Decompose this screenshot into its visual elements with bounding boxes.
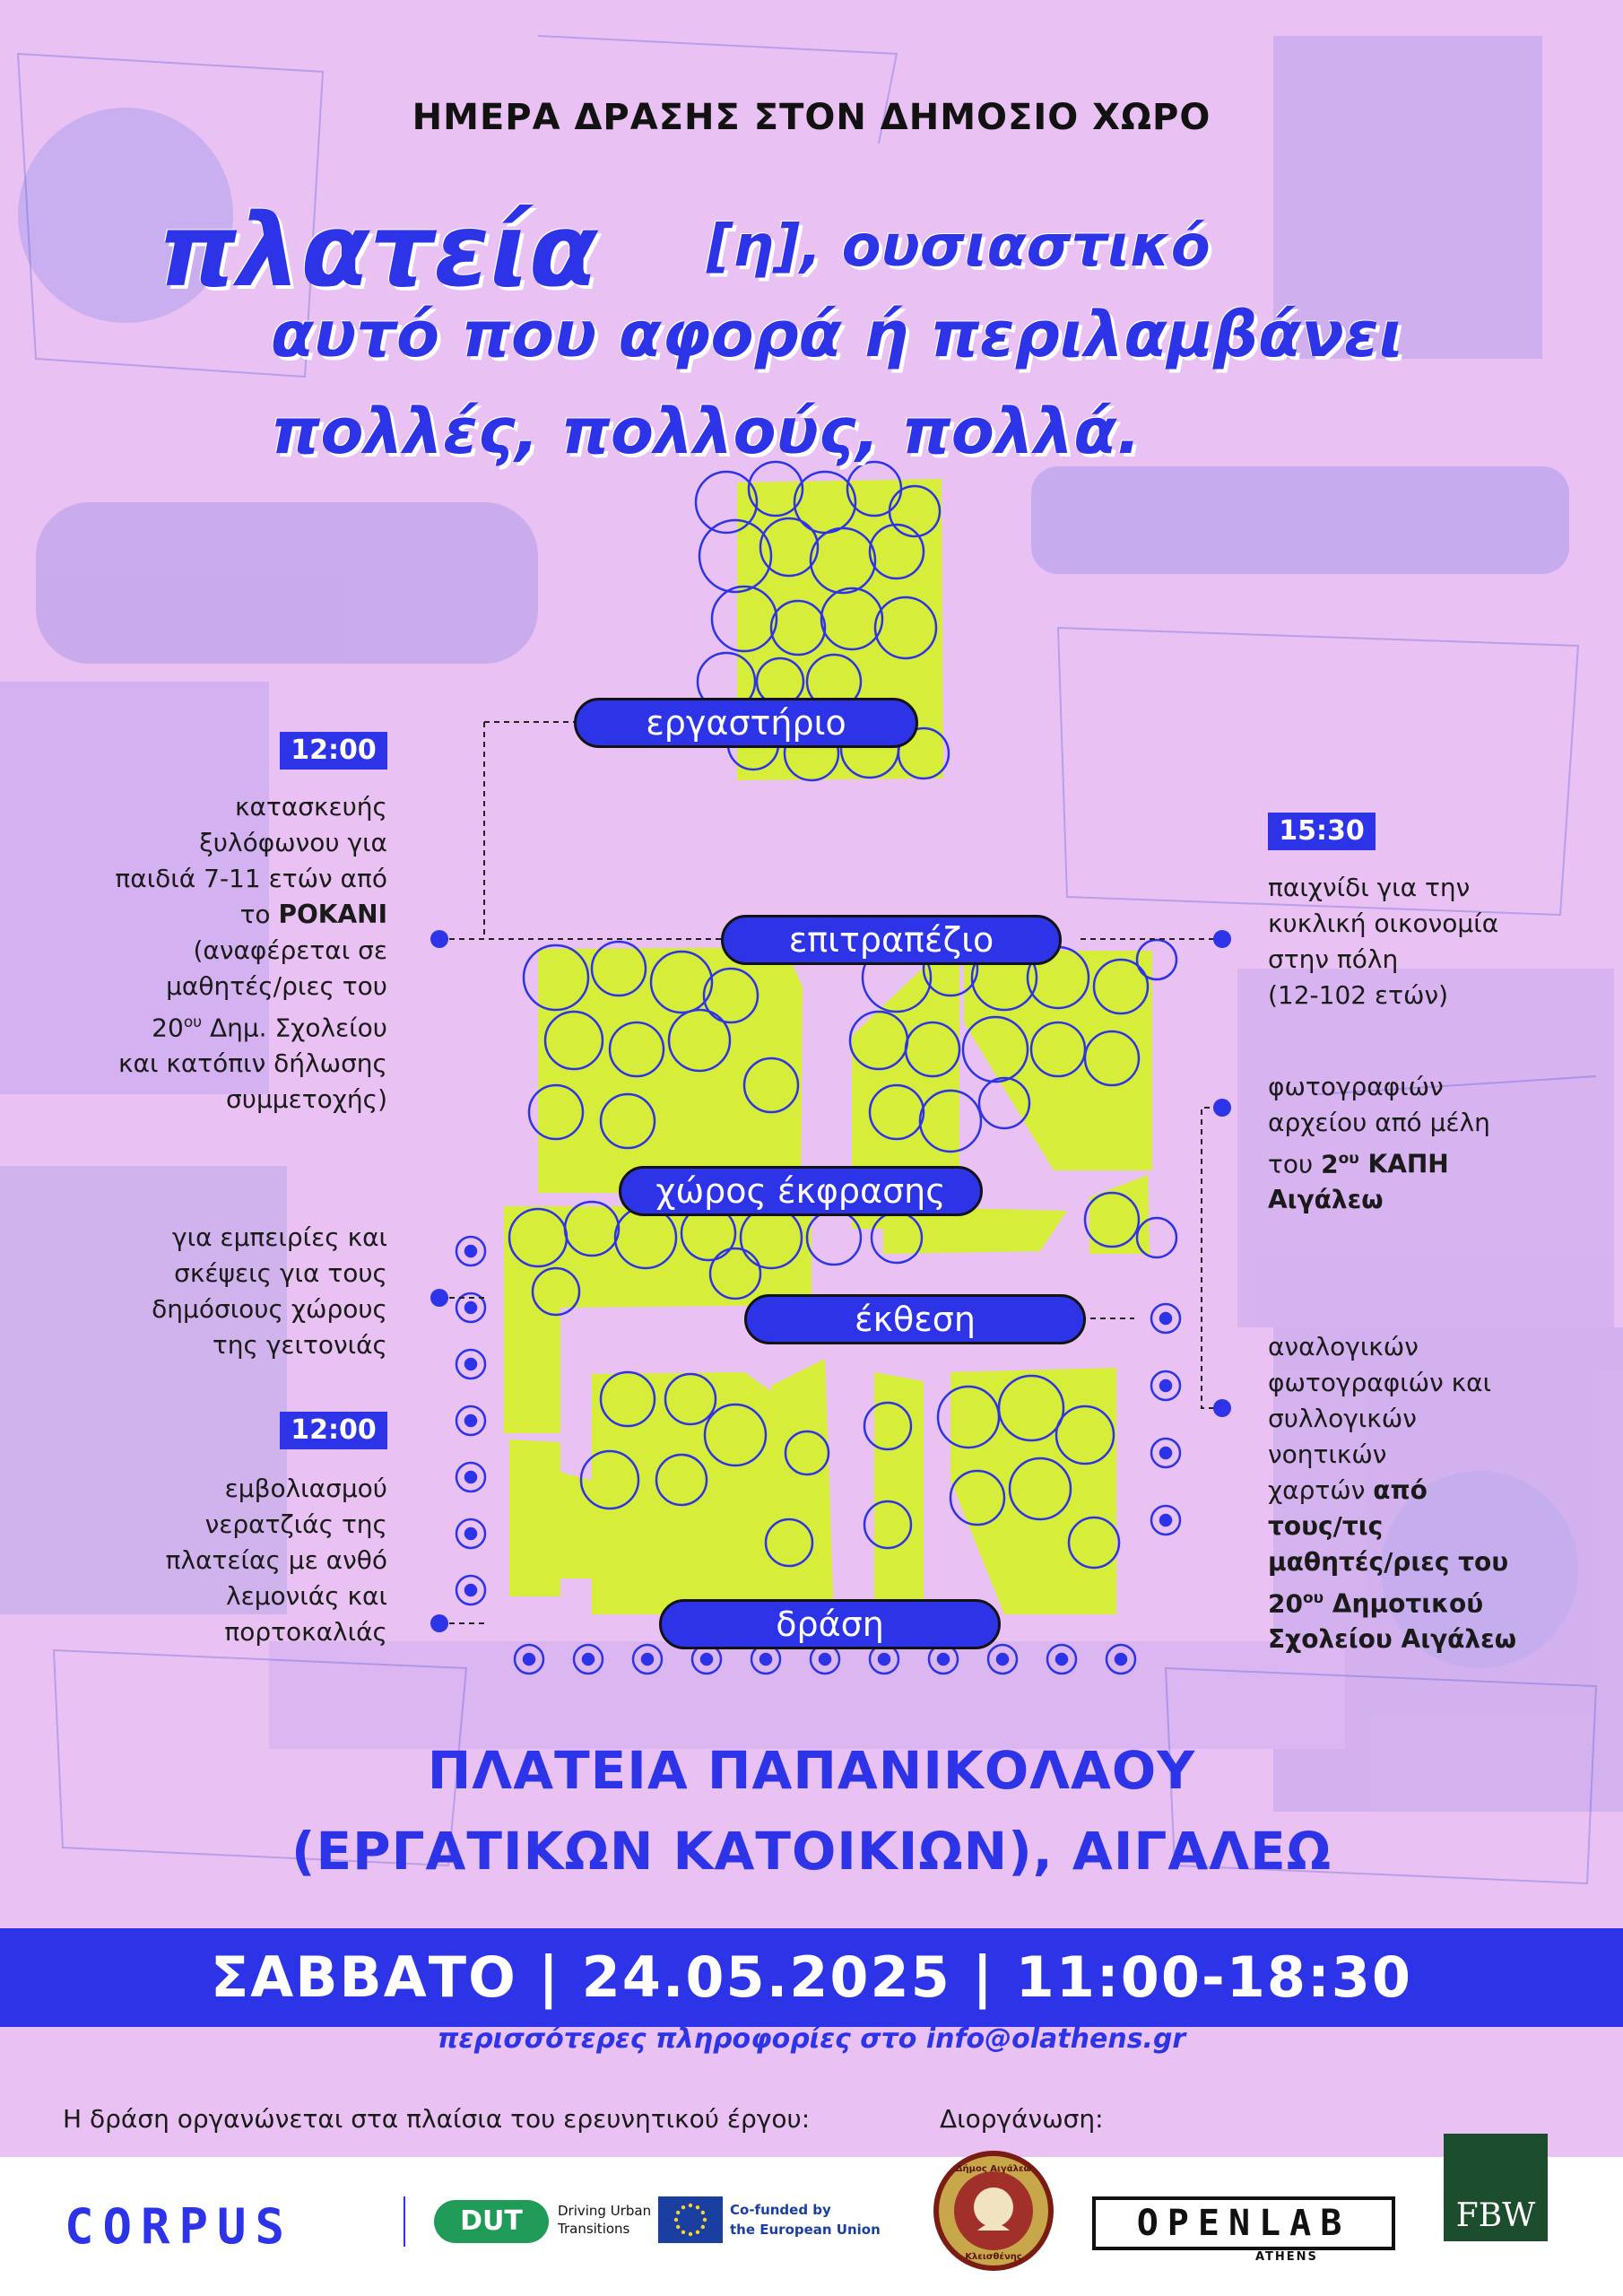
desc-sup: ου [1302,1589,1324,1607]
dut-logo: DUT [434,2200,549,2243]
dut-subtitle-line: Driving Urban [558,2203,652,2219]
logo-divider [404,2196,405,2247]
desc-line: και κατόπιν δήλωσης [118,1048,387,1079]
eu-star [689,2232,692,2236]
tree-small-core [1056,1654,1067,1665]
desc-line: δημόσιους χώρους [152,1294,387,1324]
desc-action [90,1471,387,1650]
eu-star [681,2205,685,2209]
desc-line: σκέψεις για τους [174,1258,387,1288]
tree-small-core [1160,1313,1171,1324]
desc-line: μαθητές/ριες του [1268,1547,1509,1577]
tree-small-core [938,1654,949,1665]
desc-line: αναλογικών [1268,1332,1419,1361]
desc-line: παιδιά 7-11 ετών από [115,864,387,893]
desc-line: για εμπειρίες και [172,1222,387,1252]
desc-line: της γειτονιάς [212,1330,387,1360]
desc-text: Δημοτικού [1324,1588,1484,1619]
desc-sup: ου [183,1013,203,1031]
eu-flag-icon [658,2196,723,2243]
desc-line: παιχνίδι για την [1268,873,1471,902]
desc-text: το [239,900,279,929]
tree-small-core [879,1654,890,1665]
tree-small-core [760,1654,771,1665]
desc-line: Αιγάλεω [1268,1185,1384,1215]
eu-star [689,2204,692,2207]
tree-small-core [465,1415,476,1426]
eu-star [701,2225,705,2229]
logo-strip [0,2157,1623,2296]
desc-line: αρχείου από μέλη [1268,1108,1490,1137]
tree-small-core [642,1654,653,1665]
label-workshop: εργαστήριο [574,698,918,748]
tree-small-core [1160,1515,1171,1526]
kicker-heading: ΗΜΕΡΑ ΔΡΑΣΗΣ ΣΤΟΝ ΔΗΜΟΣΙΟ ΧΩΡΟ [412,97,1211,138]
desc-text: Δημ. Σχολείου [202,1013,387,1043]
project-text: Η δράση οργανώνεται στα πλαίσια του ερευνητικού έργου: [63,2104,811,2134]
desc-line: (αναφέρεται σε [193,935,387,965]
tree-small-core [465,1528,476,1539]
tree-small-core [465,1302,476,1313]
tree-small-core [465,1359,476,1370]
desc-text: 20 [1268,1588,1303,1619]
desc-line: κυκλική οικονομία [1268,909,1499,938]
tree-small-core [465,1472,476,1483]
desc-workshop [90,789,387,1118]
desc-bold: από [1373,1475,1428,1505]
eu-text-line: Co-funded by [730,2202,831,2218]
desc-line: μαθητές/ριες του [166,971,387,1001]
title-line-3: πολλές, πολλούς, πολλά. [271,395,1141,468]
desc-maps [1268,1329,1573,1657]
eu-star [696,2231,699,2234]
corpus-logo: CORPUS [65,2198,294,2255]
desc-line: λεμονιάς και [226,1581,387,1611]
desc-line: συλλογικών [1268,1404,1417,1433]
tree-small-core [583,1654,594,1665]
desc-line: στην πόλη [1268,944,1399,974]
eu-text [730,2200,881,2239]
title-definition: [η], ουσιαστικό [707,213,1211,280]
desc-sup: ου [1338,1150,1359,1168]
desc-line: (12-102 ετών) [1268,980,1449,1010]
date-band: ΣΑΒΒΑΤΟ | 24.05.2025 | 11:00-18:30 [0,1928,1623,2027]
openlab-logo: OPENLAB [1092,2196,1395,2250]
desc-bold: ΚΑΠΗ [1358,1149,1449,1179]
desc-line: ξυλόφωνου για [199,828,387,857]
tree-small-core [1115,1654,1126,1665]
desc-text: χαρτών [1268,1475,1374,1505]
openlab-subtitle: ATHENS [1255,2250,1318,2264]
rokani-name: ΡΟΚΑΝΙ [278,900,387,929]
desc-line: πορτοκαλιάς [224,1617,387,1647]
desc-line: εμβολιασμού [224,1474,387,1503]
tree-small-core [1160,1448,1171,1458]
desc-line: συμμετοχής) [226,1084,387,1115]
organizers-text: Διοργάνωση: [940,2104,1104,2134]
desc-bold: 2 [1321,1149,1339,1179]
eu-star [674,2218,678,2222]
tree-small-core [465,1246,476,1257]
time-badge-boardgame: 15:30 [1268,813,1376,850]
desc-line [90,1004,387,1046]
desc-boardgame [1268,870,1564,1013]
tree-small-core [1160,1380,1171,1391]
dut-subtitle [558,2202,651,2238]
eu-star [703,2218,707,2222]
eu-star [696,2205,699,2209]
venue-line-1: ΠΛΑΤΕΙΑ ΠΑΠΑΝΙΚΟΛΑΟΥ [427,1740,1196,1801]
tree-canopy [807,1211,861,1265]
tree-small-core [997,1654,1008,1665]
desc-line: Σχολείου Αιγάλεω [1268,1624,1517,1655]
eu-star [681,2231,685,2234]
eu-star [676,2211,680,2214]
desc-line [1268,1580,1573,1622]
desc-expression [90,1220,387,1363]
tree-small-core [820,1654,830,1665]
desc-line: φωτογραφιών [1268,1072,1444,1101]
venue-line-2: (ΕΡΓΑΤΙΚΩΝ ΚΑΤΟΙΚΙΩΝ), ΑΙΓΑΛΕΩ [291,1821,1332,1882]
desc-line: νερατζιάς της [204,1509,387,1539]
time-badge-action: 12:00 [280,1412,387,1449]
desc-line: τους/τις [1268,1511,1384,1541]
label-action: δράση [659,1599,1001,1649]
eu-text-line: the European Union [730,2222,881,2238]
desc-line [1268,1473,1573,1509]
info-email[interactable]: περισσότερες πληροφορίες στο info@olathens.gr [437,2023,1186,2055]
desc-text: του [1268,1149,1322,1179]
label-exhibition: έκθεση [744,1294,1086,1344]
title-word: πλατεία [158,193,598,309]
seal-top-text: Δήμος Αιγάλεω [955,2164,1032,2174]
title-line-2: αυτό που αφορά ή περιλαμβάνει [271,298,1404,371]
label-boardgame: επιτραπέζιο [721,915,1062,965]
dut-subtitle-line: Transitions [558,2221,630,2237]
desc-text: 20 [152,1013,184,1043]
desc-line: νοητικών [1268,1439,1387,1469]
desc-line: κατασκευής [234,792,387,822]
eu-star [701,2211,705,2214]
tree-small-core [465,1585,476,1596]
tree-small-core [524,1654,534,1665]
fbw-logo: FBW [1444,2134,1548,2241]
desc-line: πλατείας με ανθό [165,1545,387,1575]
tree-small-core [701,1654,712,1665]
eu-star [676,2225,680,2229]
desc-line: φωτογραφιών και [1268,1368,1492,1397]
desc-line [90,897,387,933]
seal-bottom-text: Κλεισθένης [965,2252,1022,2262]
desc-line [1268,1141,1564,1182]
time-badge-workshop: 12:00 [280,732,387,770]
label-expression: χώρος έκφρασης [619,1166,983,1216]
desc-photos [1268,1069,1564,1218]
